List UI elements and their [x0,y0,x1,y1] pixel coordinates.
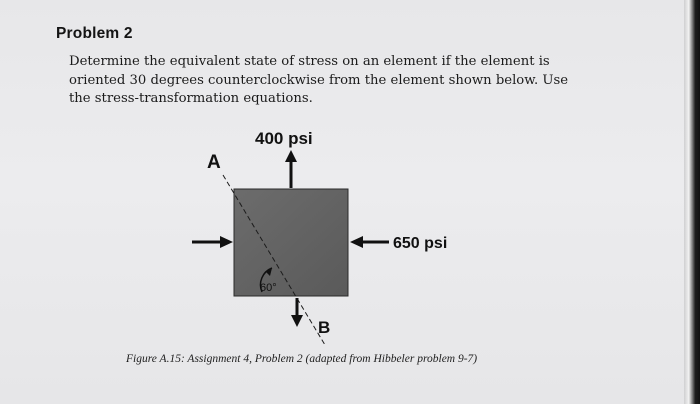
top-stress-arrow [285,150,297,188]
problem-title: Problem 2 [56,25,133,42]
top-stress-label: 400 psi [255,129,313,148]
figure-caption: Figure A.15: Assignment 4, Problem 2 (adapted from Hibbeler problem 9-7) [126,353,478,365]
statement-line-2: oriented 30 degrees counterclockwise from the element shown below. Use [69,72,569,88]
stress-element [234,189,348,296]
left-stress-arrow [192,236,233,248]
point-b-label: B [318,318,331,337]
point-a-label: A [207,152,221,173]
page-edge-shadow [684,0,700,404]
right-stress-arrow [350,236,389,248]
statement-line-1: Determine the equivalent state of stress on an element if the element is [69,54,550,69]
angle-label: 60° [260,282,277,294]
bottom-stress-arrow [291,298,303,327]
statement-line-3: the stress-transformation equations. [69,91,313,106]
right-stress-label: 650 psi [393,235,448,252]
